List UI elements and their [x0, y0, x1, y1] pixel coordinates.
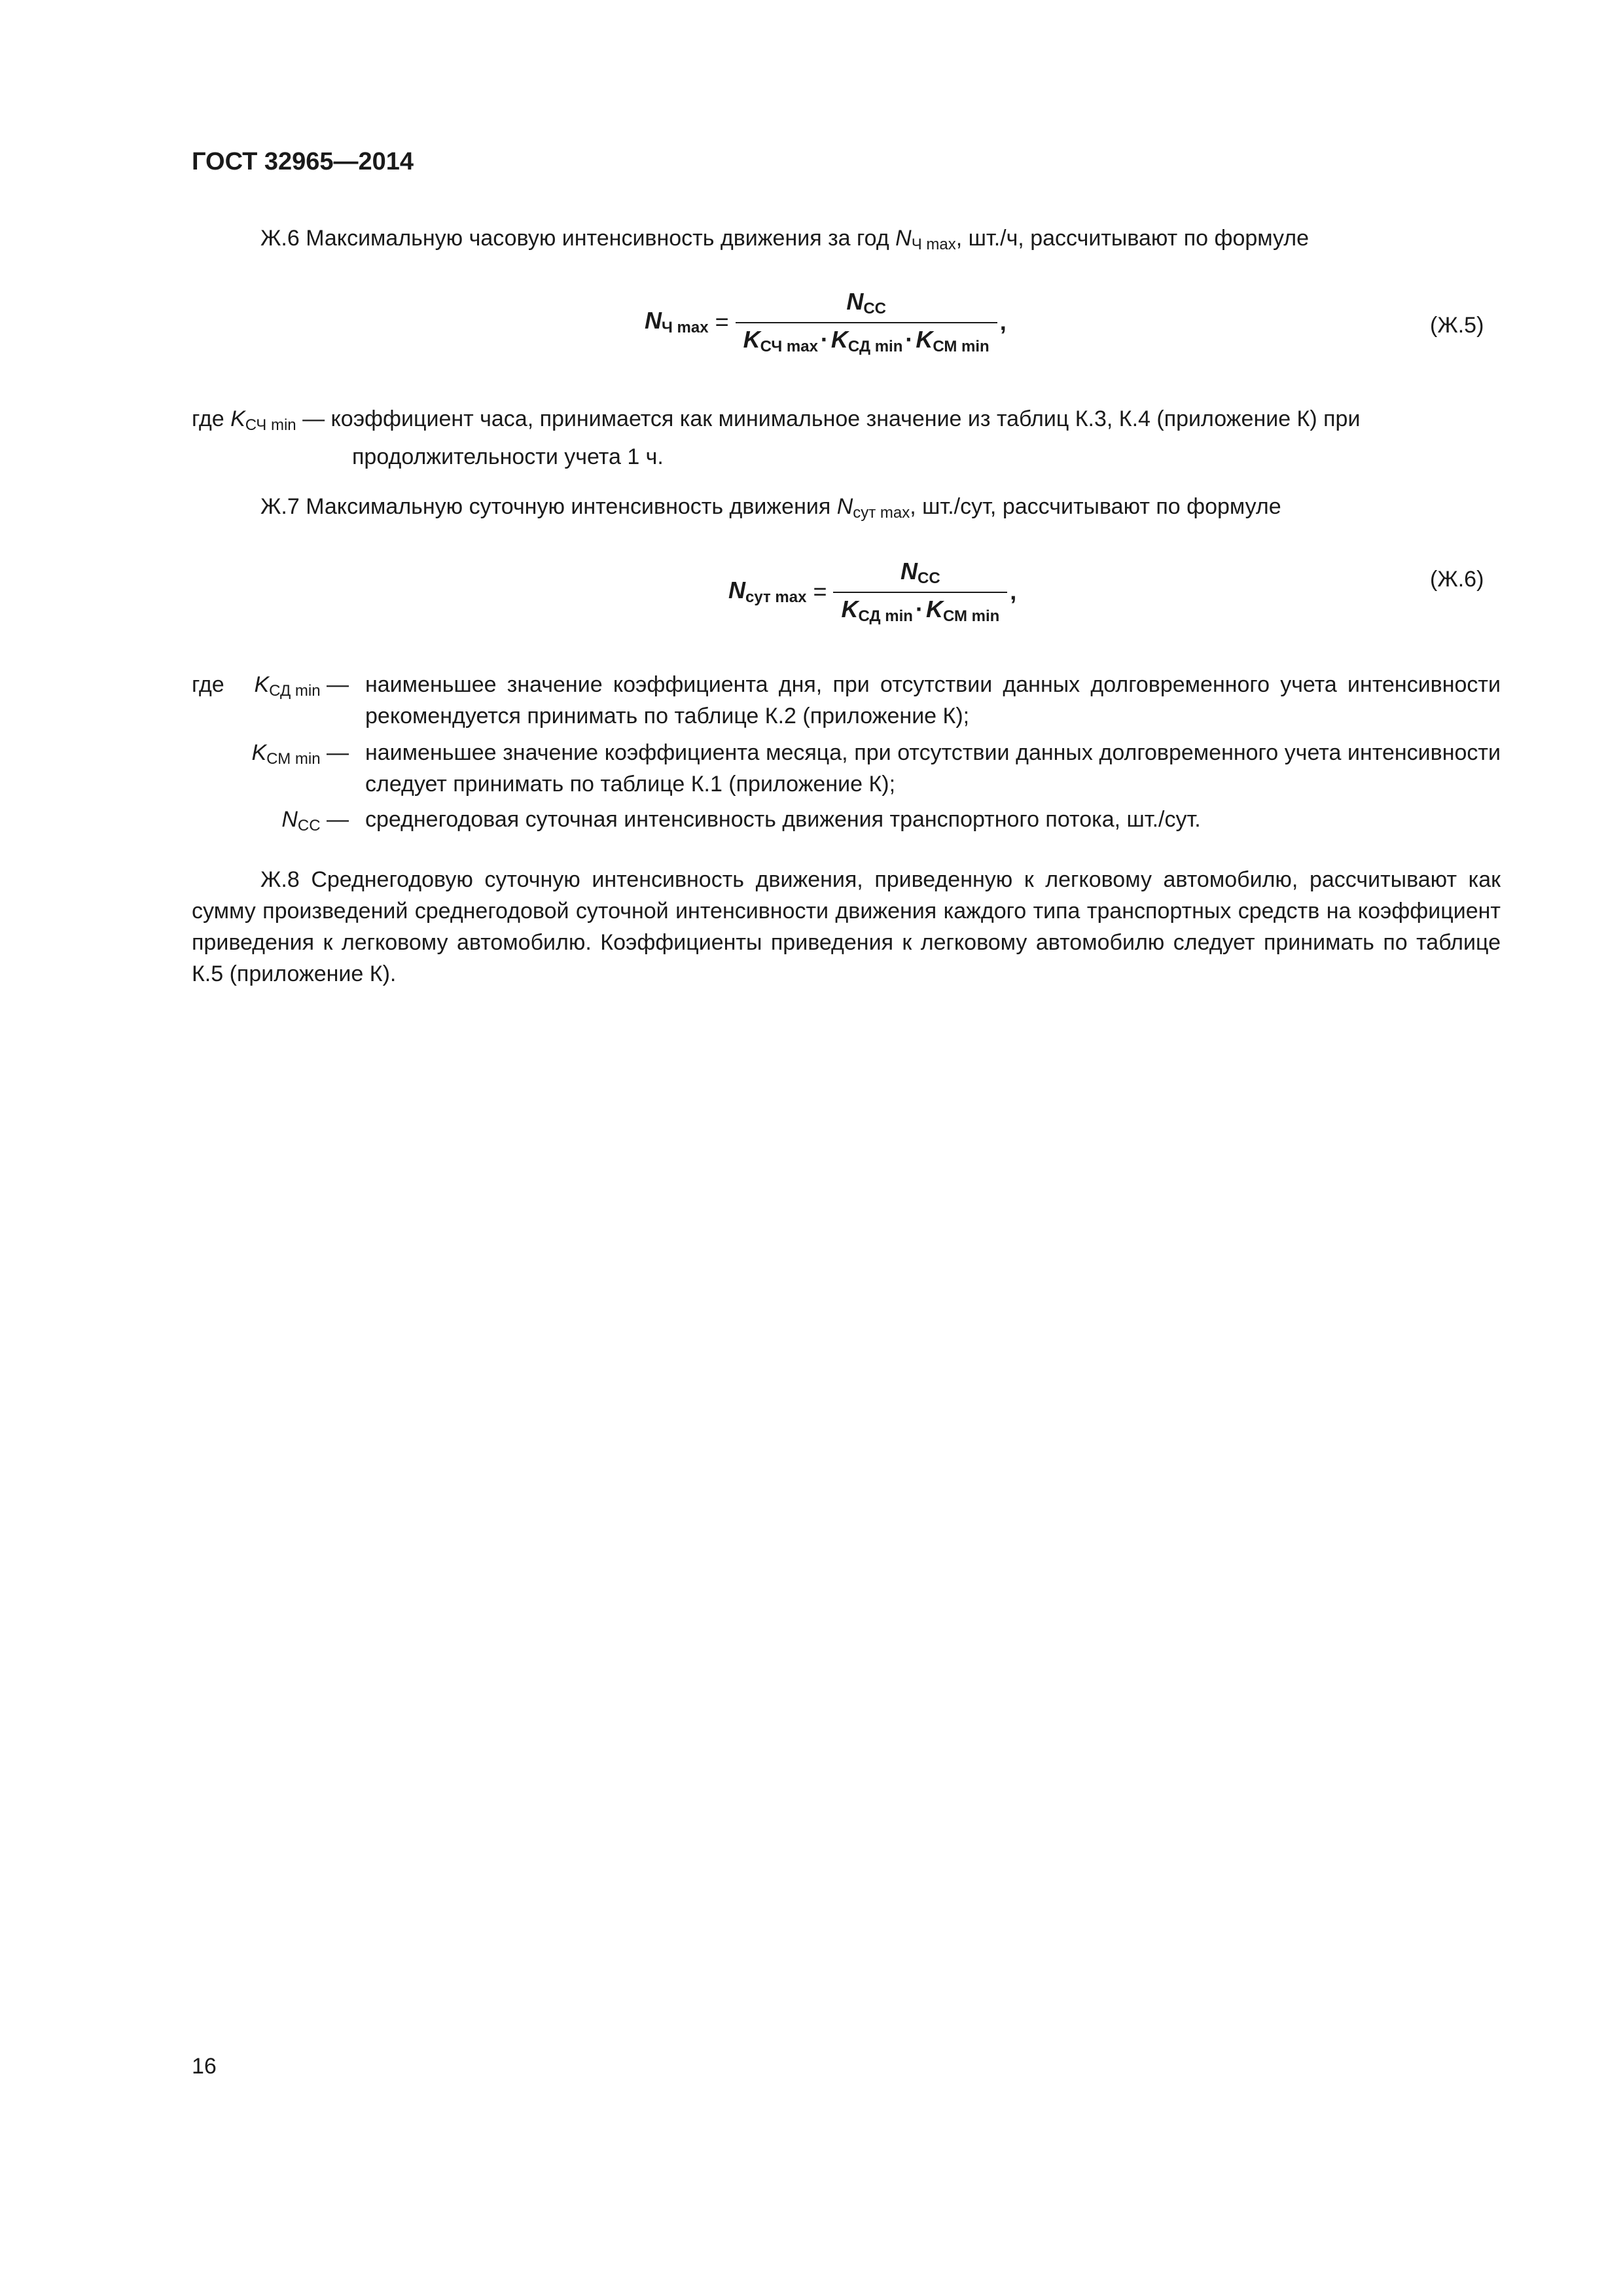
formula-zh5-equals: = [715, 308, 729, 335]
formula-zh5-denominator: KСЧ max · KСД min · KСМ min [743, 326, 990, 355]
equation-number-zh5: (Ж.5) [1430, 313, 1484, 338]
formula-zh5-lhs: NЧ max [645, 307, 709, 336]
paragraph-zh7-before: Ж.7 Максимальную суточную интенсивность движения [260, 494, 837, 519]
definitions-where-word: где [192, 672, 224, 697]
paragraph-zh8: Ж.8 Среднегодовую суточную интенсивность движения, приведенную к легковому автомобилю, рассчитывают как сумму произведений среднегодовой суточной интенсивности движения каждого типа транспортных средств на коэффициент приведения к легковому автомобилю. Коэффициенты приведения к легковому автомобилю следует принимать по таблице К.5 (приложение К). [192, 867, 1501, 986]
symbol-n-ch-max: $N_{Ч max}$ [895, 226, 956, 253]
page-header-doc-id: ГОСТ 32965—2014 [192, 148, 414, 175]
symbol-n-sut-max: $N_{сут max}$ [836, 494, 910, 522]
formula-zh6-fraction [833, 558, 1007, 626]
definition-k-sd-min: $K_{СД min}$ — наименьшее значение коэффициента дня, при отсутствии данных долговременного учета интенсивности рекомендуется принимать по таблице К.2 (приложение К); [254, 672, 1501, 728]
definition-k-sm-min: $K_{СМ min}$ — наименьшее значение коэффициента месяца, при отсутствии данных долговременного учета интенсивности следует принимать по таблице К.1 (приложение К); [251, 740, 1501, 797]
paragraph-zh7 [192, 491, 1501, 529]
formula-zh6-comma: , [1010, 578, 1017, 605]
formula-zh6-denominator: KСД min · KСМ min [841, 596, 1000, 625]
formula-zh6-equals: = [813, 578, 827, 605]
paragraph-zh7-after: , шт./сут, рассчитывают по формуле [910, 494, 1281, 519]
definition-k-sch-min: где $K_{СЧ min}$ — коэффициент часа, принимается как минимальное значение из таблиц К.3, К.4 (приложение К) при продолжительности учета 1 ч. [192, 406, 1361, 469]
formula-zh6-lhs: Nсут max [728, 577, 807, 606]
equation-number-zh6: (Ж.6) [1430, 567, 1484, 592]
formula-zh6 [728, 558, 1016, 626]
formula-zh5-numerator: NСС [846, 288, 886, 317]
paragraph-zh6-after: , шт./ч, рассчитывают по формуле [955, 226, 1310, 251]
paragraph-zh6-before: Ж.6 Максимальную часовую интенсивность движения за год [260, 226, 896, 251]
definition-n-ss: $N_{СС}$ — среднегодовая суточная интенсивность движения транспортного потока, шт./сут. [281, 807, 1201, 834]
formula-zh5-comma: , [999, 308, 1007, 335]
formula-zh5 [645, 288, 1007, 356]
paragraph-zh6 [192, 223, 1501, 260]
page-number: 16 [192, 2054, 217, 2079]
formula-zh6-numerator: NСС [901, 558, 940, 587]
formula-zh5-fraction [736, 288, 997, 356]
